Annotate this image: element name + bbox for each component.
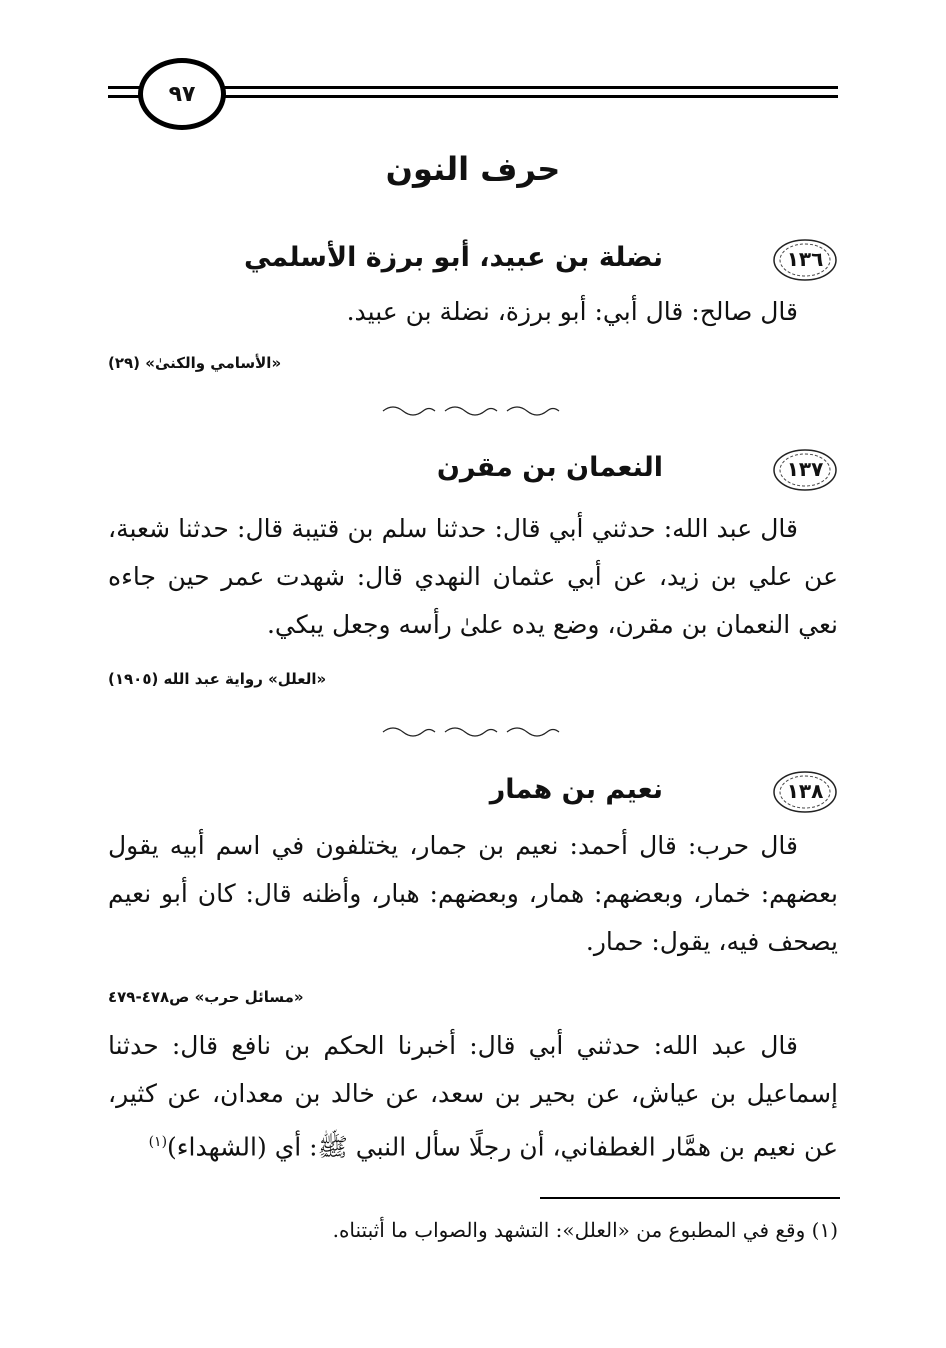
entry-number: ١٣٦ (786, 247, 824, 271)
entry-heading (108, 448, 838, 498)
entry-number: ١٣٧ (786, 457, 824, 481)
entry-number-badge (772, 238, 838, 282)
entry-number-badge (772, 448, 838, 492)
divider-ornament-icon (373, 725, 573, 739)
paragraph-text: قال حرب: قال أحمد: نعيم بن جمار، يختلفون في اسم أبيه يقول بعضهم: خمار، وبعضهم: همار، وبعضهم: هبار، وأظنه قال: كان أبو نعيم يصحف فيه، يقول: حمار. (108, 831, 838, 956)
entry-name: نعيم بن همار (489, 774, 663, 805)
page-number-text: ٩٧ (168, 81, 196, 107)
source-citation: «مسائل حرب» ص٤٧٨-٤٧٩ (108, 988, 304, 1006)
entry-name: نضلة بن عبيد، أبو برزة الأسلمي (243, 242, 663, 273)
entry-paragraph (108, 505, 838, 649)
entry-number-badge (772, 770, 838, 814)
entry-heading (108, 238, 838, 288)
divider-ornament-icon (373, 404, 573, 418)
page-number (138, 58, 226, 130)
entry-number: ١٣٨ (786, 779, 824, 803)
chapter-title: حرف النون (385, 150, 561, 188)
footnote-text: وقع في المطبوع من «العلل»: التشهد والصواب ما أثبتناه. (332, 1218, 806, 1242)
paragraph-text: قال عبد الله: حدثني أبي قال: أخبرنا الحكم بن نافع قال: حدثنا إسماعيل بن عياش، عن بحير بن سعد، عن خالد بن معدان، عن كثير، عن نعيم بن همَّار الغطفاني، أن رجلًا سأل النبي ﷺ: أي (الشهداء) (108, 1031, 838, 1162)
footnote-rule (540, 1197, 840, 1199)
footnote-marker: (١) (148, 1134, 168, 1150)
entry-paragraph (108, 288, 838, 336)
entry-paragraph (108, 1022, 838, 1171)
footnote-number: (١) (811, 1218, 838, 1242)
paragraph-text: قال عبد الله: حدثني أبي قال: حدثنا سلم بن قتيبة قال: حدثنا شعبة، عن علي بن زيد، عن أبي عثمان النهدي قال: شهدت عمر حين جاءه نعي النعمان بن مقرن، وضع يده علىٰ رأسه وجعل يبكي. (108, 514, 838, 639)
source-citation: «الأسامي والكنىٰ» (٢٩) (108, 354, 282, 372)
entry-paragraph (108, 822, 838, 966)
entry-heading (108, 770, 838, 820)
source-citation: «العلل» رواية عبد الله (١٩٠٥) (108, 670, 327, 688)
footnote (333, 1218, 838, 1242)
entry-name: النعمان بن مقرن (436, 452, 663, 483)
paragraph-text: قال صالح: قال أبي: أبو برزة، نضلة بن عبيد. (346, 297, 798, 326)
